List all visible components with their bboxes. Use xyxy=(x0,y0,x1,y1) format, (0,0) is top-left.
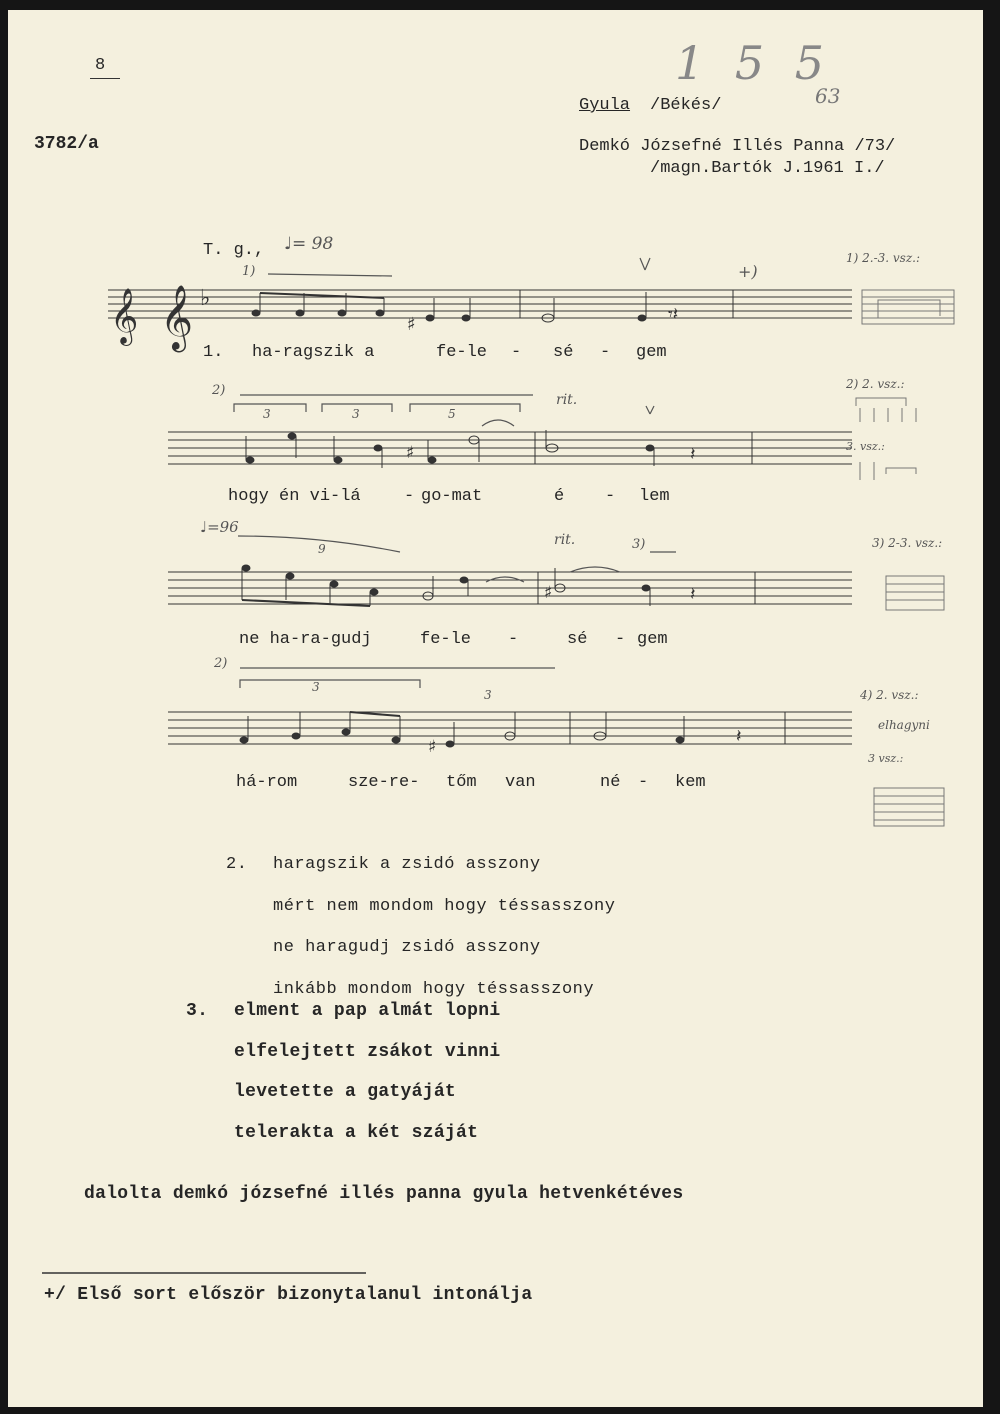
lyric-1-num: 1. xyxy=(203,343,224,362)
lyric-2a: hogy én vi-lá xyxy=(228,487,361,506)
lyric-3f: gem xyxy=(637,630,668,649)
lyric-3e: - xyxy=(615,630,626,649)
verse-3-line-3: levetette a gatyáját xyxy=(234,1082,457,1102)
margin-note-2b: 3. vsz.: xyxy=(846,440,885,453)
lyric-4e: né xyxy=(600,773,621,792)
handwritten-number: 1 5 5 xyxy=(675,36,833,90)
lyric-1e: - xyxy=(600,343,611,362)
tempo-second: ♩=96 xyxy=(200,518,239,536)
lyric-1a: ha-ragszik a xyxy=(252,343,375,362)
nonuplet-mark: 9 xyxy=(318,542,326,556)
footnote-text: +/ Első sort először bizonytalanul intonálja xyxy=(44,1285,533,1305)
lyric-3d: sé xyxy=(567,630,588,649)
triplet-mark-3: 3 xyxy=(312,680,320,694)
svg-text:𝄽: 𝄽 xyxy=(690,584,696,605)
svg-text:𝄽: 𝄽 xyxy=(690,444,696,465)
verse-3-line-2: elfelejtett zsákot vinni xyxy=(234,1042,501,1062)
margin-note-1: 1) 2.-3. vsz.: xyxy=(846,251,921,265)
svg-text:𝄾𝄽: 𝄾𝄽 xyxy=(668,304,679,325)
lyric-4g: kem xyxy=(675,773,706,792)
singer: Demkó Józsefné Illés Panna /73/ xyxy=(579,137,896,156)
margin-note-4b: elhagyni xyxy=(878,718,930,732)
verse-2-line-4: inkább mondom hogy téssasszony xyxy=(273,980,595,999)
lyric-4b: sze-re- xyxy=(348,773,420,792)
lyric-1b: fe-le xyxy=(436,343,488,362)
handwritten-sub: 63 xyxy=(815,84,841,108)
footnote-mark-2b: 2) xyxy=(214,656,228,671)
page-number: 8 xyxy=(95,56,106,75)
svg-text:♯: ♯ xyxy=(407,314,416,335)
triplet-mark-1: 3 xyxy=(263,407,271,421)
singer-credit: dalolta demkó józsefné illés panna gyula hetvenkétéves xyxy=(84,1184,684,1204)
lyric-1d: sé xyxy=(553,343,574,362)
lyric-3b: fe-le xyxy=(420,630,472,649)
footnote-mark-3: 3) xyxy=(632,537,646,552)
margin-note-4a: 4) 2. vsz.: xyxy=(860,688,919,702)
lyric-3a: ne ha-ra-gudj xyxy=(239,630,372,649)
svg-text:𝄽: 𝄽 xyxy=(736,726,742,747)
lyric-2c: go-mat xyxy=(421,487,483,506)
lyric-4d: van xyxy=(505,773,536,792)
notes-staff-2 xyxy=(246,430,654,468)
tempo-first: ♩= 98 xyxy=(284,234,334,254)
margin-note-3: 3) 2-3. vsz.: xyxy=(872,536,943,550)
lyric-1f: gem xyxy=(636,343,667,362)
tempo-marking: T. g., xyxy=(203,241,265,260)
verse-2-number: 2. xyxy=(226,855,248,874)
rit-mark-2: rit. xyxy=(554,532,576,548)
staff-2 xyxy=(168,432,852,464)
lyric-2b: - xyxy=(404,487,415,506)
region: /Békés/ xyxy=(650,96,722,115)
key-flat: ♭ xyxy=(200,286,211,311)
verse-2-line-3: ne haragudj zsidó asszony xyxy=(273,938,541,957)
lyric-4c: tőm xyxy=(446,773,477,792)
quintuplet-mark: 5 xyxy=(448,407,456,421)
margin-note-4c: 3 vsz.: xyxy=(868,752,904,765)
triplet-mark-4: 3 xyxy=(484,688,492,702)
rit-mark-1: rit. xyxy=(556,392,578,408)
svg-text:♯: ♯ xyxy=(544,583,553,603)
notes-staff-3 xyxy=(242,565,650,606)
verse-2-line-1: haragszik a zsidó asszony xyxy=(273,855,541,874)
verse-3-number: 3. xyxy=(186,1001,209,1021)
lyric-4f: - xyxy=(638,773,649,792)
notes-staff-4 xyxy=(240,712,684,747)
verse-3-line-1: elment a pap almát lopni xyxy=(234,1001,501,1021)
verse-3-line-4: telerakta a két száját xyxy=(234,1123,479,1143)
place: Gyula xyxy=(579,96,631,115)
verse-2-line-2: mért nem mondom hogy téssasszony xyxy=(273,897,616,916)
margin-note-2a: 2) 2. vsz.: xyxy=(846,377,905,391)
footnote-mark-2a: 2) xyxy=(212,383,226,398)
lyric-2f: lem xyxy=(639,487,670,506)
treble-clef-small: 𝄞 xyxy=(110,288,139,344)
lyric-1c: - xyxy=(511,343,522,362)
footnote-mark-1: 1) xyxy=(242,264,256,279)
catalog-number: 3782/a xyxy=(34,134,99,154)
lyric-4a: há-rom xyxy=(236,773,298,792)
treble-clef: 𝄞 xyxy=(160,285,194,350)
svg-text:♯: ♯ xyxy=(406,443,415,463)
staff-4 xyxy=(168,712,852,744)
lyric-2d: é xyxy=(554,487,565,506)
svg-text:♯: ♯ xyxy=(428,737,437,757)
margin-sketches xyxy=(856,290,954,826)
lyric-2e: - xyxy=(605,487,616,506)
lyric-3c: - xyxy=(508,630,519,649)
staff-1 xyxy=(108,290,852,318)
triplet-mark-2: 3 xyxy=(352,407,360,421)
plus-mark: +) xyxy=(738,262,758,281)
recording: /magn.Bartók J.1961 I./ xyxy=(650,159,885,178)
